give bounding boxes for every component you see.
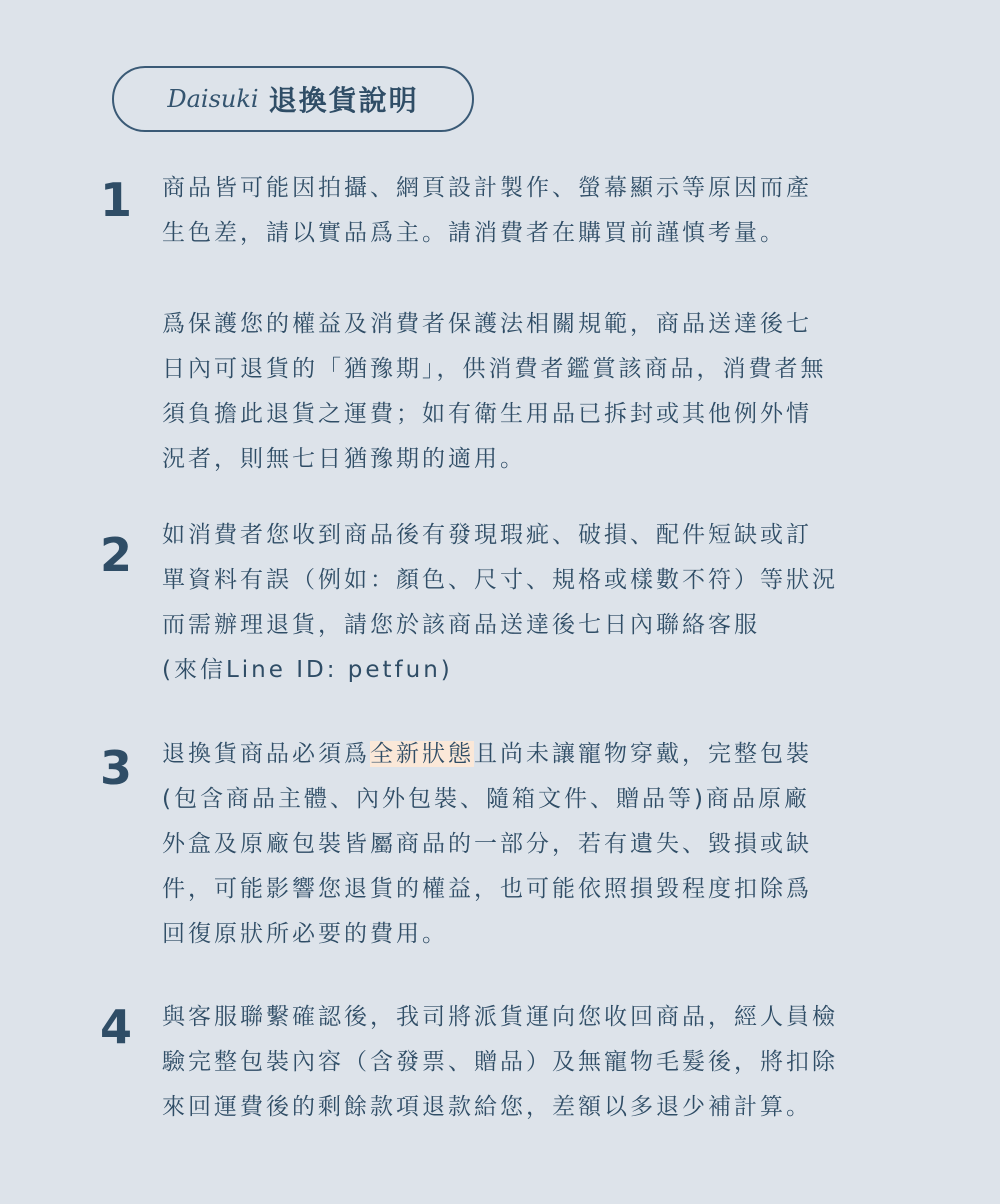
text-line: 爲保護您的權益及消費者保護法相關規範，商品送達後七	[162, 311, 812, 337]
paragraph	[162, 166, 932, 256]
text-line: 驗完整包裝內容（含發票、贈品）及無寵物毛髮後，將扣除	[162, 1049, 838, 1075]
section-number: 3	[99, 741, 132, 795]
text-line: 外盒及原廠包裝皆屬商品的一部分，若有遺失、毀損或缺	[162, 831, 812, 857]
text-line: 況者，則無七日猶豫期的適用。	[162, 446, 526, 472]
highlighted-text: 全新狀態	[370, 741, 474, 767]
text-line: 來回運費後的剩餘款項退款給您，差額以多退少補計算。	[162, 1094, 812, 1120]
header-title-badge	[112, 66, 474, 132]
text-line: 商品皆可能因拍攝、網頁設計製作、螢幕顯示等原因而產	[162, 175, 812, 201]
page-title: 退換貨說明	[268, 84, 419, 117]
text-line: (包含商品主體、內外包裝、隨箱文件、贈品等)商品原廠	[162, 786, 810, 812]
text-line: (來信Line ID: petfun)	[162, 657, 453, 683]
section-number: 2	[99, 528, 132, 582]
section-number: 4	[99, 1000, 132, 1054]
text-line: 而需辦理退貨，請您於該商品送達後七日內聯絡客服	[162, 612, 760, 638]
paragraph	[162, 302, 932, 482]
text-line: 件，可能影響您退貨的權益，也可能依照損毀程度扣除爲	[162, 876, 812, 902]
section-number: 1	[99, 173, 132, 227]
text-line: 回復原狀所必要的費用。	[162, 921, 448, 947]
paragraph	[162, 513, 932, 693]
text-segment: 退換貨商品必須爲	[162, 741, 370, 767]
text-segment: 且尚未讓寵物穿戴，完整包裝	[474, 741, 812, 767]
paragraph	[162, 995, 932, 1130]
text-line: 與客服聯繫確認後，我司將派貨運向您收回商品，經人員檢	[162, 1004, 838, 1030]
text-line: 日內可退貨的「猶豫期」，供消費者鑑賞該商品，消費者無	[162, 356, 827, 382]
text-line: 如消費者您收到商品後有發現瑕疵、破損、配件短缺或訂	[162, 522, 812, 548]
text-line	[162, 732, 932, 777]
text-line: 須負擔此退貨之運費；如有衛生用品已拆封或其他例外情	[162, 401, 812, 427]
text-line: 生色差，請以實品爲主。請消費者在購買前謹慎考量。	[162, 220, 786, 246]
brand-logo: Daisuki	[167, 85, 259, 113]
paragraph	[162, 732, 932, 957]
text-line: 單資料有誤（例如：顏色、尺寸、規格或樣數不符）等狀況	[162, 567, 838, 593]
